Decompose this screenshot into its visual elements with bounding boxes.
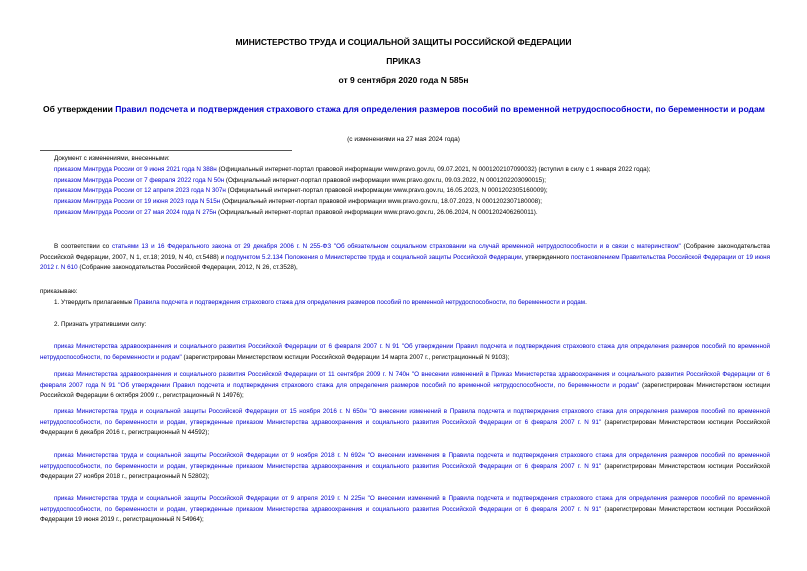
rules-link[interactable]: Правила подсчета и подтверждения страхового стажа для определения размеров пособий по временной нетрудоспособности, по беременности и родам — [134, 299, 586, 306]
amendment-source: (Официальный интернет-портал правовой информации www.pravo.gov.ru, 18.07.2023, N 0001202307180008); — [220, 198, 542, 206]
repealed-order-link[interactable]: приказ Министерства труда и социальной защиты Российской Федерации от 15 ноября 2016 г. N 650н "О внесении изменений в Правила подсчета и подтверждения страхового стажа для определения размеров пособий по временной нетрудоспособности, по беременности и родам, утвержденные приказом Министерства здравоохранения и социального развития Российской Федерации от 6 февраля 2007 г. N 91" — [40, 408, 770, 426]
order-word: приказываю: — [40, 288, 78, 295]
amendment-item — [54, 208, 794, 219]
amendment-source: (Официальный интернет-портал правовой информации www.pravo.gov.ru, 26.06.2024, N 0001202406260011). — [216, 208, 538, 216]
amendment-source: (Официальный интернет-портал правовой информации www.pravo.gov.ru, 09.03.2022, N 0001202203090015); — [224, 176, 546, 184]
registration-text: (зарегистрирован Министерством юстиции Российской Федерации 19 июня 2019 г., регистрационный N 54964); — [40, 505, 770, 524]
amendment-source: (Официальный интернет-портал правовой информации www.pravo.gov.ru, 09.07.2021, N 0001202107090032) (вступил в силу с 1 января 2022 года); — [216, 165, 651, 173]
repealed-item — [40, 342, 770, 363]
title-prefix: Об утверждении — [43, 104, 116, 114]
ministry-heading: МИНИСТЕРСТВО ТРУДА И СОЦИАЛЬНОЙ ЗАЩИТЫ РОССИЙСКОЙ ФЕДЕРАЦИИ — [235, 37, 572, 47]
repealed-order-link[interactable]: приказ Министерства здравоохранения и социального развития Российской Федерации от 6 февраля 2007 г. N 91 "Об утверждении Правил подсчета и подтверждения страхового стажа для определения размеров пособий по временной нетрудоспособности, по беременности и родам" — [40, 343, 770, 361]
item-1-text-end: . — [585, 299, 587, 306]
amendment-item — [54, 165, 794, 176]
title-rules-link[interactable]: Правил подсчета и подтверждения страхового стажа для определения размеров пособий по временной нетрудоспособности, по беременности и родам — [115, 104, 765, 114]
item-1 — [40, 298, 770, 309]
amendment-item — [54, 197, 794, 208]
repealed-item — [40, 407, 770, 439]
regulation-link[interactable]: подпунктом 5.2.134 Положения о Министерстве труда и социальной защиты Российской Федерации — [226, 253, 522, 261]
item-1-text: 1. Утвердить прилагаемые — [54, 299, 134, 306]
government-decree-link[interactable]: постановлением Правительства Российской Федерации от 19 июня 2012 г. N 610 — [40, 253, 771, 272]
repealed-order-link[interactable]: приказ Министерства труда и социальной защиты Российской Федерации от 9 ноября 2018 г. N 692н "О внесении изменения в Правила подсчета и подтверждения страхового стажа для определения размеров пособий по временной нетрудоспособности, по беременности и родам, утвержденные приказом Министерства здравоохранения и социального развития Российской Федерации от 6 февраля 2007 г. N 91" — [40, 452, 770, 470]
basis-text: (Собрание законодательства Российской Федерации, 2007, N 1, ст.18; 2019, N 40, ст.5488) и — [40, 243, 770, 261]
amendment-item — [54, 176, 794, 187]
basis-text: , утвержденного — [521, 253, 571, 261]
basis-paragraph — [40, 242, 770, 274]
registration-text: (зарегистрирован Министерством юстиции Российской Федерации 6 октября 2009 г., регистрационный N 14976); — [40, 381, 770, 400]
registration-text: (зарегистрирован Министерством юстиции Российской Федерации 27 ноября 2018 г., регистрационный N 52802); — [40, 462, 770, 481]
item-2: 2. Признать утратившими силу: — [54, 321, 147, 328]
repealed-item — [40, 451, 770, 483]
document-type-heading: ПРИКАЗ — [386, 56, 421, 66]
registration-text: (зарегистрирован Министерством юстиции Российской Федерации 14 марта 2007 г., регистрационный N 9103); — [181, 353, 510, 361]
registration-text: (зарегистрирован Министерством юстиции Российской Федерации 6 декабря 2016 г., регистрационный N 44592); — [40, 418, 770, 437]
repealed-order-link[interactable]: приказ Министерства труда и социальной защиты Российской Федерации от 9 апреля 2019 г. N 225н "О внесении изменений в Правила подсчета и подтверждения страхового стажа для определения размеров пособий по временной нетрудоспособности, по беременности и родам, утвержденные приказом Министерства здравоохранения и социального развития Российской Федерации от 6 февраля 2007 г. N 91" — [40, 495, 770, 513]
amendment-source: (Официальный интернет-портал правовой информации www.pravo.gov.ru, 16.05.2023, N 0001202305160009); — [225, 187, 548, 195]
changes-note: (с изменениями на 27 мая 2024 года) — [347, 136, 460, 143]
repealed-order-link[interactable]: приказ Министерства здравоохранения и социального развития Российской Федерации от 11 сентября 2009 г. N 740н "О внесении изменений в Приказ Министерства здравоохранения и социального развития Российской Федерации от 6 февраля 2007 года N 91 "Об утверждении Правил подсчета и подтверждения страхового стажа для определения размеров пособий по временной нетрудоспособности, по беременности и родам" — [40, 371, 770, 389]
amendment-link[interactable]: приказом Минтруда России от 27 мая 2024 года N 275н — [54, 208, 217, 216]
amendments-heading: Документ с изменениями, внесенными: — [54, 155, 170, 162]
basis-text: В соответствии со — [54, 243, 112, 250]
amendment-link[interactable]: приказом Минтруда России от 19 июня 2023 года N 515н — [54, 198, 221, 206]
divider — [40, 150, 292, 151]
repealed-item — [40, 370, 770, 402]
repealed-item — [40, 494, 770, 526]
amendment-link[interactable]: приказом Минтруда России от 9 июня 2021 года N 388н — [54, 165, 217, 173]
amendments-list — [54, 154, 794, 219]
order-date-heading: от 9 сентября 2020 года N 585н — [338, 75, 469, 85]
federal-law-link[interactable]: статьями 13 и 16 Федерального закона от 29 декабря 2006 г. N 255-ФЗ "Об обязательном социальном страховании на случай временной нетрудоспособности и в связи с материнством" — [111, 243, 681, 250]
document-title — [40, 103, 768, 115]
amendment-item — [54, 186, 794, 197]
amendment-link[interactable]: приказом Минтруда России от 7 февраля 2022 года N 50н — [54, 176, 225, 184]
basis-text: (Собрание законодательства Российской Федерации, 2012, N 26, ст.3528), — [77, 264, 298, 272]
amendment-link[interactable]: приказом Минтруда России от 12 апреля 2023 года N 307н — [54, 187, 226, 195]
